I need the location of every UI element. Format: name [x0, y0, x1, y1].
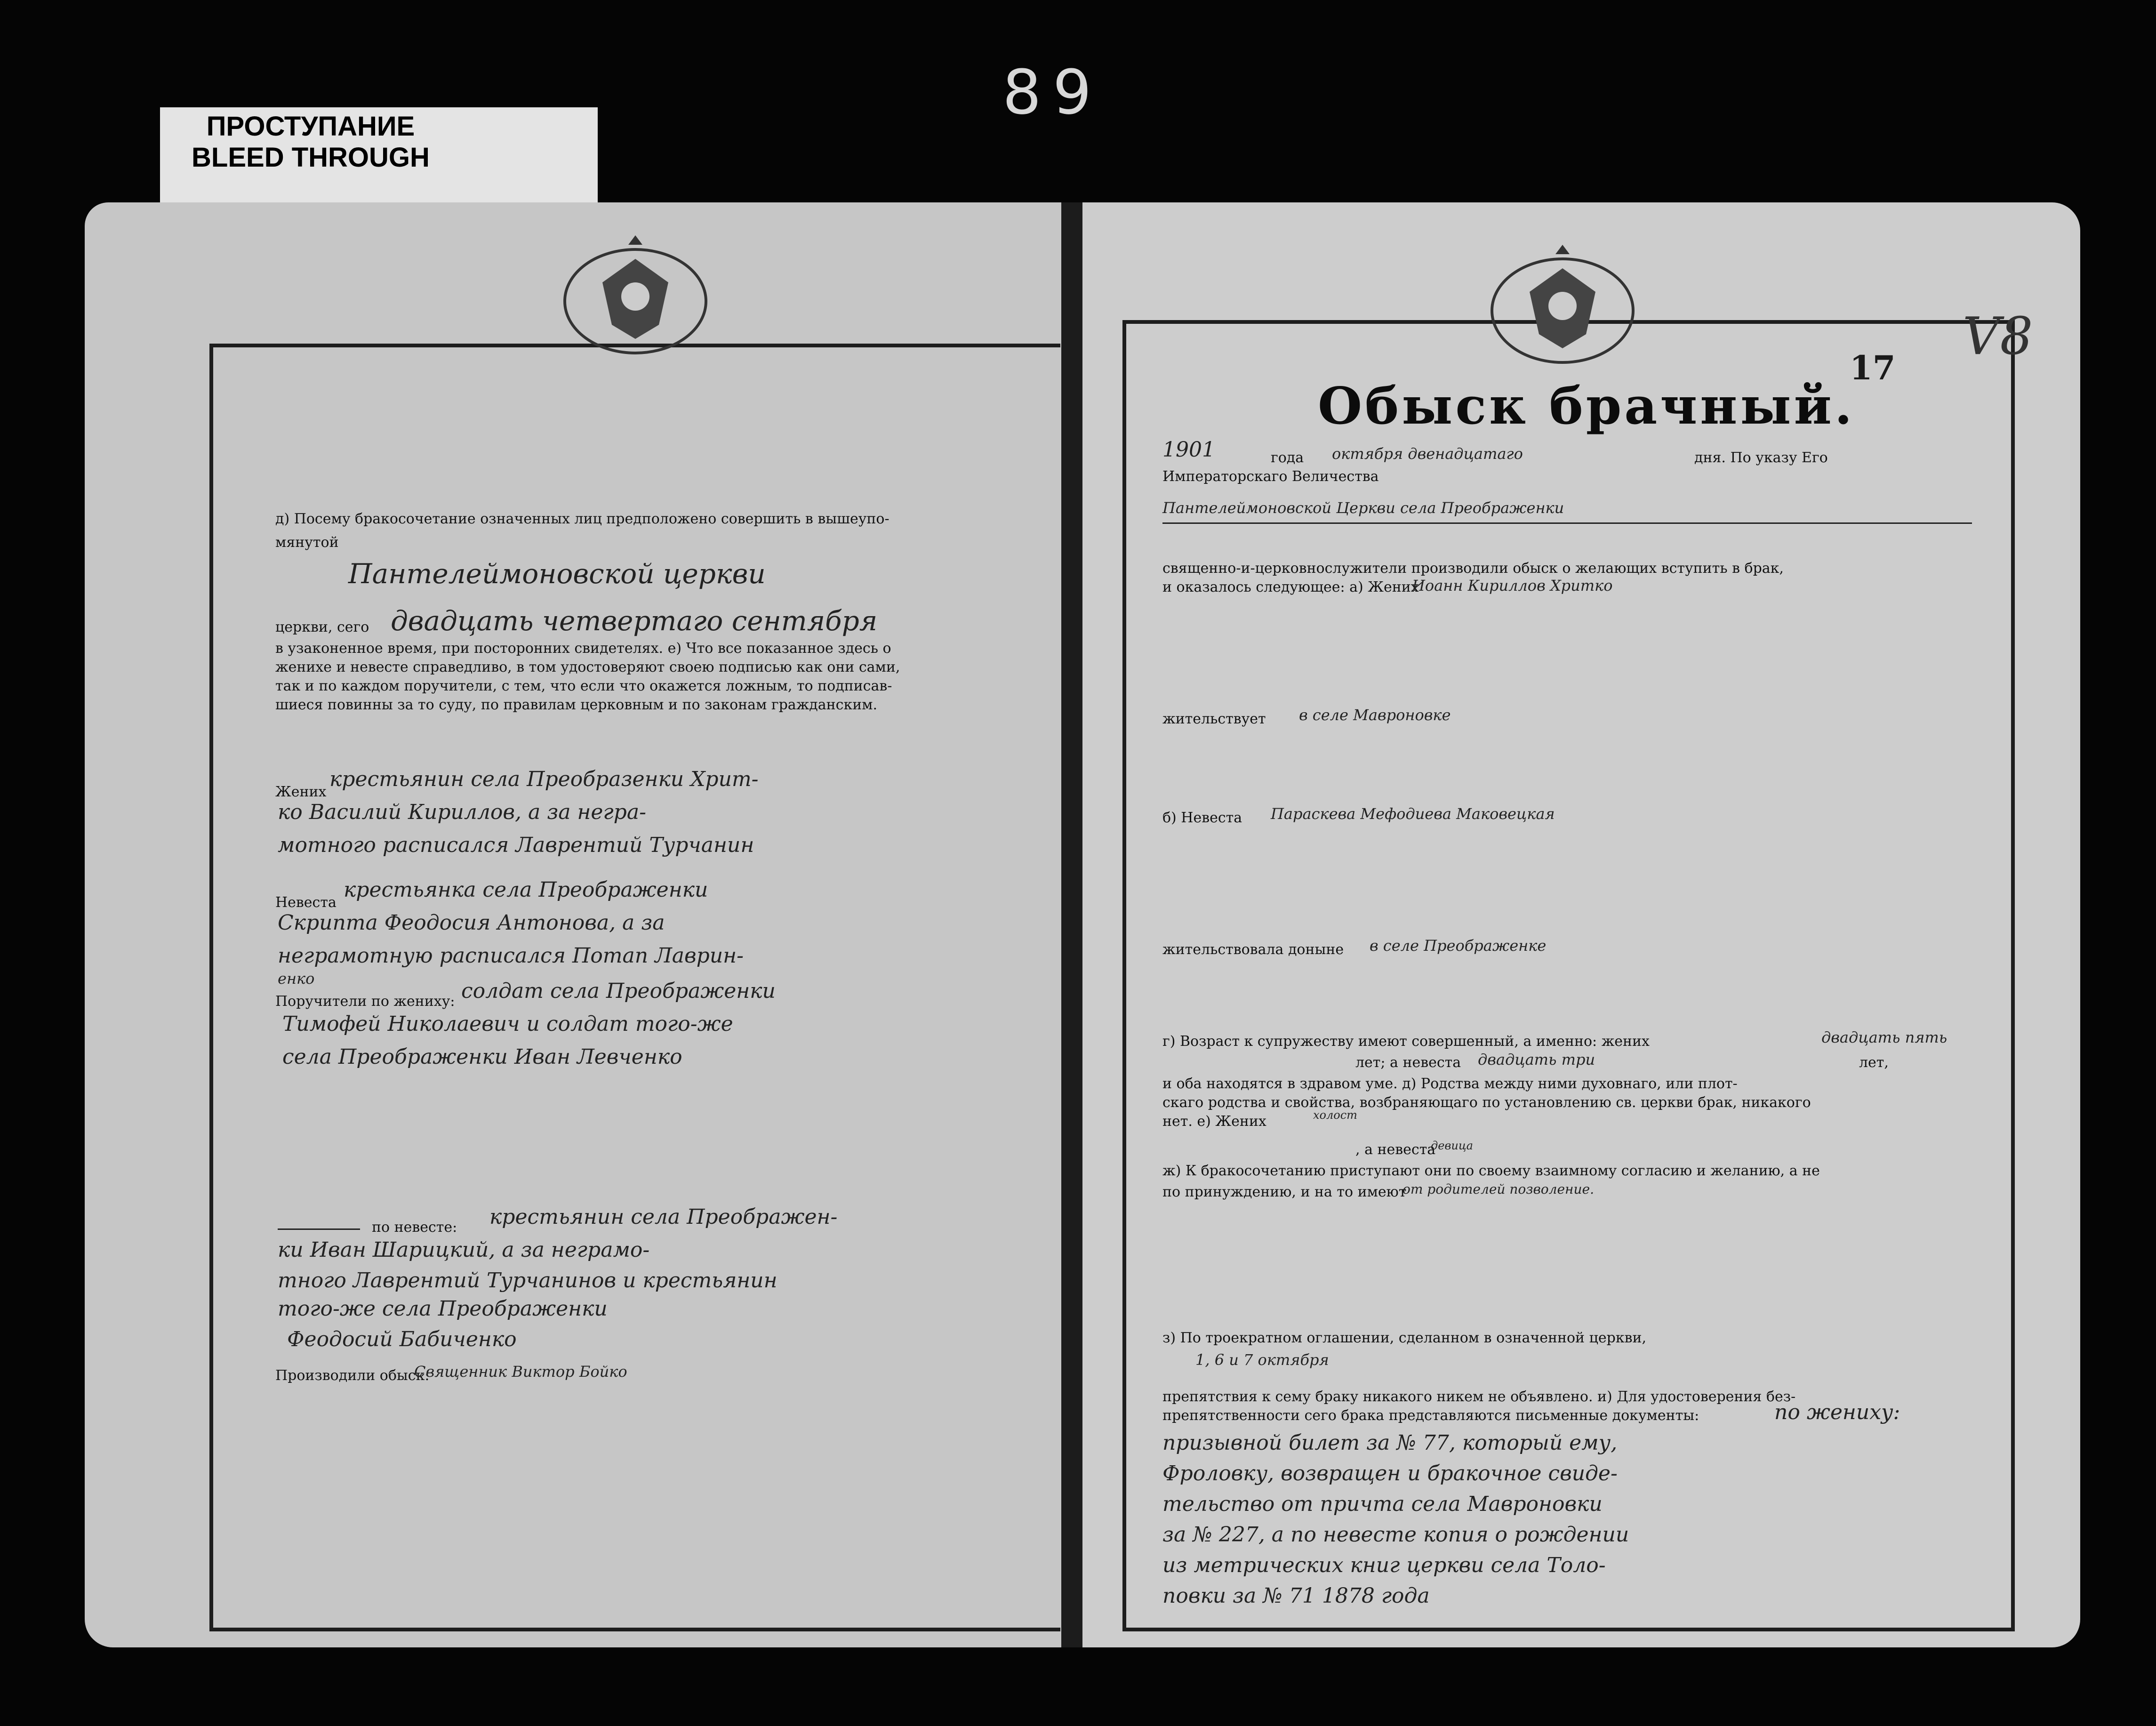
right-consent-line-1: ж) К бракосочетанию приступают они по своему взаимному согласию и желанию, а не	[1162, 1163, 1820, 1179]
right-eagle-emblem-icon	[1473, 240, 1652, 381]
left-groom-line-2: ко Василий Кириллов, а за негра-	[278, 800, 646, 824]
right-docs-line: препятственности сего брака представляются письменные документы:	[1162, 1407, 1699, 1424]
left-bride-line-3: неграмотную расписался Потап Лаврин-	[278, 944, 744, 968]
right-age-line-2a: лет; а невеста	[1355, 1054, 1461, 1071]
left-line-7: женихе и невесте справедливо, в том удостоверяют своею подписью как они сами,	[275, 659, 900, 675]
left-bride-sureties-line-5: Феодосий Бабиченко	[287, 1327, 517, 1351]
left-line-8: так и по каждом поручители, с тем, что если что окажется ложным, то подписав-	[275, 678, 892, 694]
right-consent-line-2: по принуждению, и на то имеют	[1162, 1184, 1407, 1200]
left-groom-sureties-line-1: солдат села Преображенки	[461, 979, 776, 1003]
left-examiners-label: Производили обыск:	[275, 1367, 430, 1384]
right-bride-name: Параскева Мефодиева Маковецкая	[1271, 805, 1555, 823]
left-bride-label: Невеста	[275, 894, 337, 911]
right-bride-residence: в селе Преображенке	[1370, 937, 1547, 955]
right-groom-age: двадцать пять	[1821, 1028, 1948, 1046]
right-docs-line-5: за № 227, а по невесте копия о рождении	[1162, 1523, 1629, 1547]
left-groom-line-1: крестьянин села Преобразенки Хрит-	[329, 767, 759, 791]
right-age-line-2b: лет,	[1859, 1054, 1889, 1071]
left-bride-sureties-label: по невесте:	[372, 1219, 457, 1236]
right-groom-name: Иоанн Кириллов Хритко	[1412, 577, 1613, 594]
right-groom-status: холост	[1313, 1108, 1357, 1122]
right-docs-line-4: тельство от причта села Мавроновки	[1162, 1492, 1603, 1516]
right-banns-line: з) По троекратном оглашении, сделанном в означенной церкви,	[1162, 1330, 1646, 1346]
right-none-line-a: нет. е) Жених	[1162, 1113, 1266, 1130]
left-line-2: мянутой	[275, 534, 339, 551]
left-bride-sureties-rule	[278, 1228, 360, 1230]
right-groom-residence-label: жительствует	[1162, 711, 1266, 727]
right-kin-line: скаго родства и свойства, возбраняющаго по установлению св. церкви брак, никакого	[1162, 1094, 1811, 1111]
right-church-rule	[1162, 522, 1972, 524]
left-bride-line-4: енко	[278, 970, 315, 987]
frame-number: 89	[1002, 56, 1103, 128]
right-year-label: года	[1271, 450, 1304, 466]
right-banns-dates: 1, 6 и 7 октября	[1195, 1351, 1329, 1369]
right-year: 1901	[1162, 438, 1215, 462]
right-bride-label: б) Невеста	[1162, 810, 1242, 826]
left-bride-sureties-line-2: ки Иван Шарицкий, а за неграмо-	[278, 1238, 650, 1262]
left-bride-sureties-line-3: тного Лаврентий Турчанинов и крестьянин	[278, 1268, 777, 1292]
left-church-name: Пантелеймоновской церкви	[348, 558, 766, 590]
right-health-line: и оба находятся в здравом уме. д) Родства между ними духовнаго, или плот-	[1162, 1076, 1738, 1092]
right-found-line: и оказалось следующее: а) Жених	[1162, 579, 1419, 595]
right-docs-line-3: Фроловку, возвращен и бракочное свиде-	[1162, 1461, 1618, 1485]
right-page-title: Обыск брачный.	[1318, 377, 1855, 436]
left-bride-sureties-line-1: крестьянин села Преображен-	[489, 1205, 838, 1229]
right-bride-status: девица	[1431, 1139, 1473, 1152]
right-none-line-b: , а невеста	[1355, 1141, 1436, 1158]
right-bride-age: двадцать три	[1478, 1051, 1595, 1068]
right-church-value: Пантелеймоновской Церкви села Преображенки	[1162, 499, 1564, 517]
left-bride-line-1: крестьянка села Преображенки	[344, 878, 708, 902]
right-date-suffix: дня. По указу Его	[1694, 450, 1828, 466]
right-docs-line-7: повки за № 71 1878 года	[1162, 1584, 1430, 1608]
bleed-label-en: BLEED THROUGH	[192, 142, 430, 173]
left-eagle-emblem-icon	[546, 231, 725, 372]
left-line-6: в узаконенное время, при посторонних свидетелях. е) Что все показанное здесь о	[275, 640, 891, 657]
bleed-label-ru: ПРОСТУПАНИЕ	[206, 111, 415, 142]
right-obstacle-line: препятствия к сему браку никакого никем не объявлено. и) Для удостоверения без-	[1162, 1389, 1796, 1405]
left-bride-sureties-line-4: того-же села Преображенки	[278, 1297, 608, 1321]
right-groom-residence: в селе Мавроновке	[1299, 706, 1451, 724]
right-majesty-line: Императорскаго Величества	[1162, 468, 1379, 485]
left-line-1: д) Посему бракосочетание означенных лиц предположено совершить в вышеупо-	[275, 511, 890, 527]
left-examiners-value: Священник Виктор Бойко	[414, 1363, 627, 1381]
right-docs-line-1: по жениху:	[1774, 1400, 1900, 1424]
left-groom-sureties-line-3: села Преображенки Иван Левченко	[282, 1045, 682, 1069]
right-age-line-1: г) Возраст к супружеству имеют совершенный, а именно: жених	[1162, 1033, 1650, 1050]
left-date: двадцать четвертаго сентября	[391, 605, 878, 637]
left-groom-sureties-label: Поручители по жениху:	[275, 993, 455, 1010]
left-line-4: церкви, сего	[275, 619, 369, 635]
left-groom-line-3: мотного расписался Лаврентий Турчанин	[278, 833, 754, 857]
right-date-value: октября двенадцатаго	[1332, 445, 1523, 463]
left-line-9: шиеся повинны за то суду, по правилам церковным и по законам гражданским.	[275, 697, 878, 713]
left-bride-line-2: Скрипта Феодосия Антонова, а за	[278, 911, 665, 935]
right-clergy-line: священно-и-церковнослужители производили обыск о желающих вступить в брак,	[1162, 560, 1784, 577]
right-docs-line-2: призывной билет за № 77, который ему,	[1162, 1431, 1618, 1455]
right-consent-value: от родителей позволение.	[1403, 1181, 1594, 1197]
left-groom-label: Жених	[275, 784, 327, 800]
right-docs-line-6: из метрических книг церкви села Толо-	[1162, 1553, 1606, 1577]
right-bride-residence-label: жительствовала доныне	[1162, 941, 1344, 958]
margin-number: V8	[1963, 306, 2033, 366]
left-groom-sureties-line-2: Тимофей Николаевич и солдат того-же	[282, 1012, 733, 1036]
right-page-number: 17	[1850, 348, 1896, 387]
